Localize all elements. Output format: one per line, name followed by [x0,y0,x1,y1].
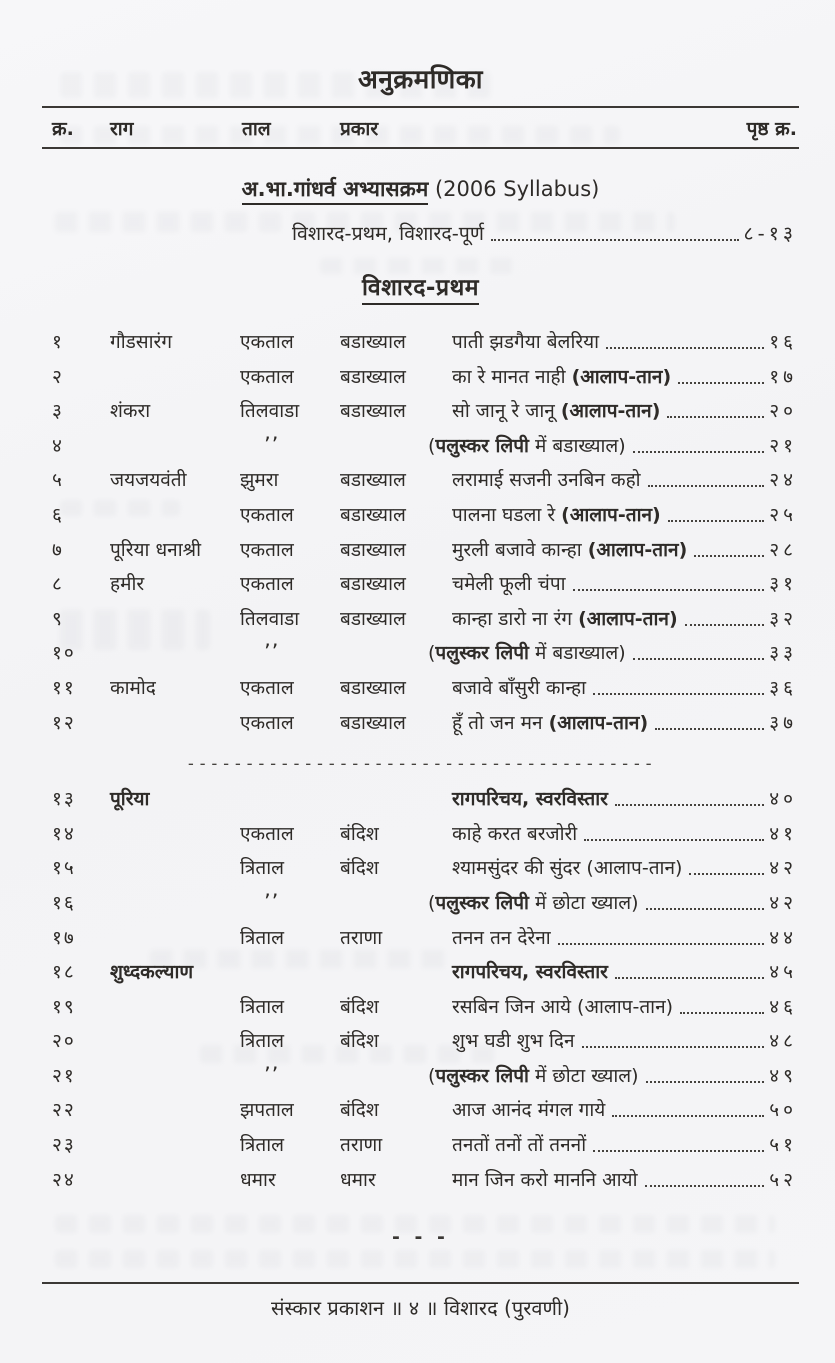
page-number-cell: ४५ [769,961,797,984]
dot-leader [646,1081,765,1083]
taal-cell: त्रिताल [240,995,285,1018]
title-cell [452,854,799,880]
page-number-cell: ३७ [769,711,797,734]
table-row [42,924,799,959]
table-row [42,536,799,571]
dot-leader [689,873,764,875]
table-row [42,570,799,605]
song-title: तनन तन देरेना [452,926,551,949]
prakar-cell: बडाख्याल [340,607,406,630]
title-cell [452,674,799,700]
prakar-cell: धमार [340,1168,376,1191]
raga-cell: जयजयवंती [110,469,187,492]
taal-ditto-cell: ’’ [264,640,280,665]
prakar-cell: बडाख्याल [340,365,406,388]
taal-cell: झुमरा [240,469,279,492]
title-cell [428,889,799,915]
song-title: रसबिन जिन आये (आलाप-तान) [452,995,674,1018]
prakar-cell: तराणा [340,926,383,949]
prakar-cell: बंदिश [340,995,379,1018]
row-number-cell: १७ [52,926,76,949]
page-number-cell: ४९ [769,1064,797,1087]
title-cell [452,570,799,596]
raga-cell: पूरिया धनाश्री [110,538,201,561]
table-row [42,709,799,744]
page-number-cell: ४१ [769,822,797,845]
row-number-cell: २१ [52,1064,76,1087]
page-number-cell: ५१ [769,1134,797,1157]
dot-leader [646,908,765,910]
dot-leader [491,239,739,241]
taal-cell: तिलवाडा [240,607,300,630]
song-title: लरामाई सजनी उनबिन कहो [452,469,641,492]
taal-cell: एकताल [240,503,294,526]
toc-table [42,328,799,1200]
taal-cell: एकताल [240,822,294,845]
column-header-page: पृष्ठ क्र. [746,118,797,140]
dot-leader [633,451,765,453]
table-row [42,1096,799,1131]
row-number-cell: ७ [52,538,64,561]
syllabus-heading-suffix: (2006 Syllabus) [428,177,600,201]
syllabus-range-line [42,219,799,246]
prakar-cell: बडाख्याल [340,573,406,596]
title-cell [452,1096,799,1122]
table-row [42,397,799,432]
table-row [42,1062,799,1097]
title-cell [452,820,799,846]
dot-leader [573,589,765,591]
dot-leader [633,658,765,660]
taal-cell: त्रिताल [240,926,285,949]
row-number-cell: १९ [52,995,76,1018]
row-number-cell: २४ [52,1168,76,1191]
dot-leader [558,943,765,945]
table-row [42,785,799,820]
taal-cell: एकताल [240,676,294,699]
table-row [42,328,799,363]
table-row [42,854,799,889]
page-number-cell: २१ [769,434,797,457]
page-number-cell: ५२ [769,1168,797,1191]
page-number-cell: ४८ [769,1030,797,1053]
taal-cell: एकताल [240,538,294,561]
table-row [42,605,799,640]
page-number-cell: २० [769,400,797,423]
page-number-cell: २४ [769,469,797,492]
taal-cell: त्रिताल [240,1134,285,1157]
taal-cell: त्रिताल [240,857,285,880]
song-title: शुभ घडी शुभ दिन [452,1030,575,1053]
table-row [42,1131,799,1166]
taal-cell: धमार [240,1168,276,1191]
title-cell [452,605,799,631]
syllabus-heading-text: अ.भा.गांधर्व अभ्यासक्रम [242,177,429,205]
column-header-raga: राग [110,118,134,140]
page-number-cell: २५ [769,503,797,526]
column-header-no: क्र. [52,118,74,140]
song-title: (पलुस्कर लिपी में बडाख्याल) [428,434,626,457]
row-number-cell: १३ [52,788,76,811]
taal-ditto-cell: ’’ [264,432,280,457]
section-heading [42,270,799,302]
song-title: मुरली बजावे कान्हा (आलाप-तान) [452,538,688,561]
dot-leader [606,347,764,349]
page-number-cell: ४४ [769,926,797,949]
prakar-cell: बंदिश [340,1030,379,1053]
row-number-cell: १२ [52,711,76,734]
header-bottom-rule [42,147,799,149]
song-title: (पलुस्कर लिपी में छोटा ख्याल) [428,891,639,914]
row-number-cell: २० [52,1030,76,1053]
dot-leader [593,693,764,695]
footer-rule [42,1282,799,1284]
dot-leader [680,1012,764,1014]
row-number-cell: ४ [52,434,64,457]
row-number-cell: २ [52,365,64,388]
song-title: आज आनंद मंगल गाये [452,1099,606,1122]
dot-leader [694,555,764,557]
table-row [42,993,799,1028]
raga-cell: हमीर [110,573,145,596]
row-number-cell: २३ [52,1134,76,1157]
title-cell [452,1027,799,1053]
prakar-cell: बडाख्याल [340,469,406,492]
table-row [42,466,799,501]
raga-cell: कामोद [110,676,156,699]
dot-leader [645,1185,765,1187]
page-number-cell: ३६ [769,676,797,699]
dot-leader [615,804,764,806]
taal-cell: एकताल [240,711,294,734]
page-number-cell: ३२ [769,607,797,630]
row-number-cell: १० [52,642,76,665]
end-mark: - - - [392,1226,449,1249]
song-title: तनतों तनों तों तननों [452,1134,587,1157]
table-row [42,1166,799,1201]
title-cell [428,639,799,665]
title-cell [452,501,799,527]
prakar-cell: तराणा [340,1134,383,1157]
page-number-cell: ४६ [769,995,797,1018]
song-title: मान जिन करो माननि आयो [452,1168,638,1191]
taal-cell: एकताल [240,331,294,353]
table-row [42,889,799,924]
song-title: रागपरिचय, स्वरविस्तार [452,961,608,984]
table-row [42,820,799,855]
dot-leader [668,520,765,522]
column-header-prakar: प्रकार [340,118,379,140]
table-row [42,1027,799,1062]
taal-cell: झपताल [240,1099,294,1122]
row-number-cell: १४ [52,822,76,845]
raga-cell: शुध्दकल्याण [110,961,194,984]
row-number-cell: ११ [52,676,76,699]
title-cell [452,1166,799,1192]
title-cell [452,924,799,950]
taal-cell: त्रिताल [240,1030,285,1053]
song-title: श्यामसुंदर की सुंदर (आलाप-तान) [452,857,683,880]
song-title: पाती झडगैया बेलरिया [452,331,600,353]
title-cell [452,785,799,811]
title-cell [428,1062,799,1088]
taal-ditto-cell: ’’ [264,1062,280,1087]
prakar-cell: बडाख्याल [340,503,406,526]
syllabus-heading [42,175,799,203]
taal-cell: एकताल [240,573,294,596]
dot-leader [582,1046,765,1048]
row-number-cell: १६ [52,891,76,914]
prakar-cell: बडाख्याल [340,538,406,561]
title-cell [452,397,799,423]
dashed-divider: ---------------------------------------- [185,754,656,775]
song-title: चमेली फूली चंपा [452,573,566,596]
page-number-cell: ४० [769,788,797,811]
page-number-cell: १७ [769,365,797,388]
title-cell [452,958,799,984]
dot-leader [678,382,764,384]
song-title: का रे मानत नाही (आलाप-तान) [452,365,672,388]
prakar-cell: बंदिश [340,822,379,845]
song-title: कान्हा डारो ना रंग (आलाप-तान) [452,607,678,630]
table-row [42,639,799,674]
raga-cell: गौडसारंग [110,331,173,353]
table-row [42,363,799,398]
song-title: हूँ तो जन मन (आलाप-तान) [452,711,649,734]
dot-leader [685,624,765,626]
table-row [42,432,799,467]
row-number-cell: ३ [52,400,64,423]
dot-leader [648,485,765,487]
taal-cell: एकताल [240,365,294,388]
row-number-cell: २२ [52,1099,76,1122]
page-number-cell: ५० [769,1099,797,1122]
song-title: (पलुस्कर लिपी में छोटा ख्याल) [428,1064,639,1087]
section-heading-text: विशारद-प्रथम [362,275,479,305]
song-title: बजावे बाँसुरी कान्हा [452,676,587,699]
row-number-cell: १८ [52,961,76,984]
syllabus-range-text: विशारद-प्रथम, विशारद-पूर्ण [292,222,484,245]
taal-cell: तिलवाडा [240,400,300,423]
title-cell [452,709,799,735]
title-cell [452,536,799,562]
title-cell [452,993,799,1019]
dot-leader [612,1115,764,1117]
row-number-cell: ८ [52,573,64,596]
song-title: (पलुस्कर लिपी में बडाख्याल) [428,642,626,665]
song-title: रागपरिचय, स्वरविस्तार [452,788,608,811]
dot-leader [615,977,764,979]
row-number-cell: ९ [52,607,64,630]
row-number-cell: १ [52,331,64,353]
prakar-cell: बंदिश [340,857,379,880]
prakar-cell: बडाख्याल [340,400,406,423]
song-title: पालना घडला रे (आलाप-तान) [452,503,661,526]
title-cell [452,328,799,354]
page-number-cell: २८ [769,538,797,561]
table-row [42,501,799,536]
song-title: काहे करत बरजोरी [452,822,578,845]
title-cell [428,432,799,458]
column-header-taal: ताल [242,118,271,140]
row-number-cell: ५ [52,469,64,492]
prakar-cell: बडाख्याल [340,711,406,734]
row-number-cell: ६ [52,503,64,526]
page-number-cell: १६ [769,331,797,353]
title-cell [452,466,799,492]
dot-leader [655,728,764,730]
table-row [42,674,799,709]
row-number-cell: १५ [52,857,76,880]
page-number-cell: ३३ [769,642,797,665]
table-row [42,958,799,993]
taal-ditto-cell: ’’ [264,889,280,914]
prakar-cell: बंदिश [340,1099,379,1122]
footer-imprint: संस्कार प्रकाशन ॥ ४ ॥ विशारद (पुरवणी) [271,1296,570,1321]
title-cell [452,1131,799,1157]
prakar-cell: बडाख्याल [340,676,406,699]
page-number-cell: ३१ [769,573,797,596]
table-column-header [42,108,799,147]
page-title: अनुक्रमणिका [357,65,484,95]
dot-leader [593,1150,764,1152]
prakar-cell: बडाख्याल [340,331,406,353]
syllabus-range-page: ८-१३ [743,222,797,245]
page-number-cell: ४२ [769,891,797,914]
raga-cell: शंकरा [110,400,151,423]
title-cell [452,363,799,389]
raga-cell: पूरिया [110,788,150,811]
dot-leader [667,416,764,418]
dot-leader [584,839,764,841]
page-number-cell: ४२ [769,857,797,880]
song-title: सो जानू रे जानू (आलाप-तान) [452,400,661,423]
